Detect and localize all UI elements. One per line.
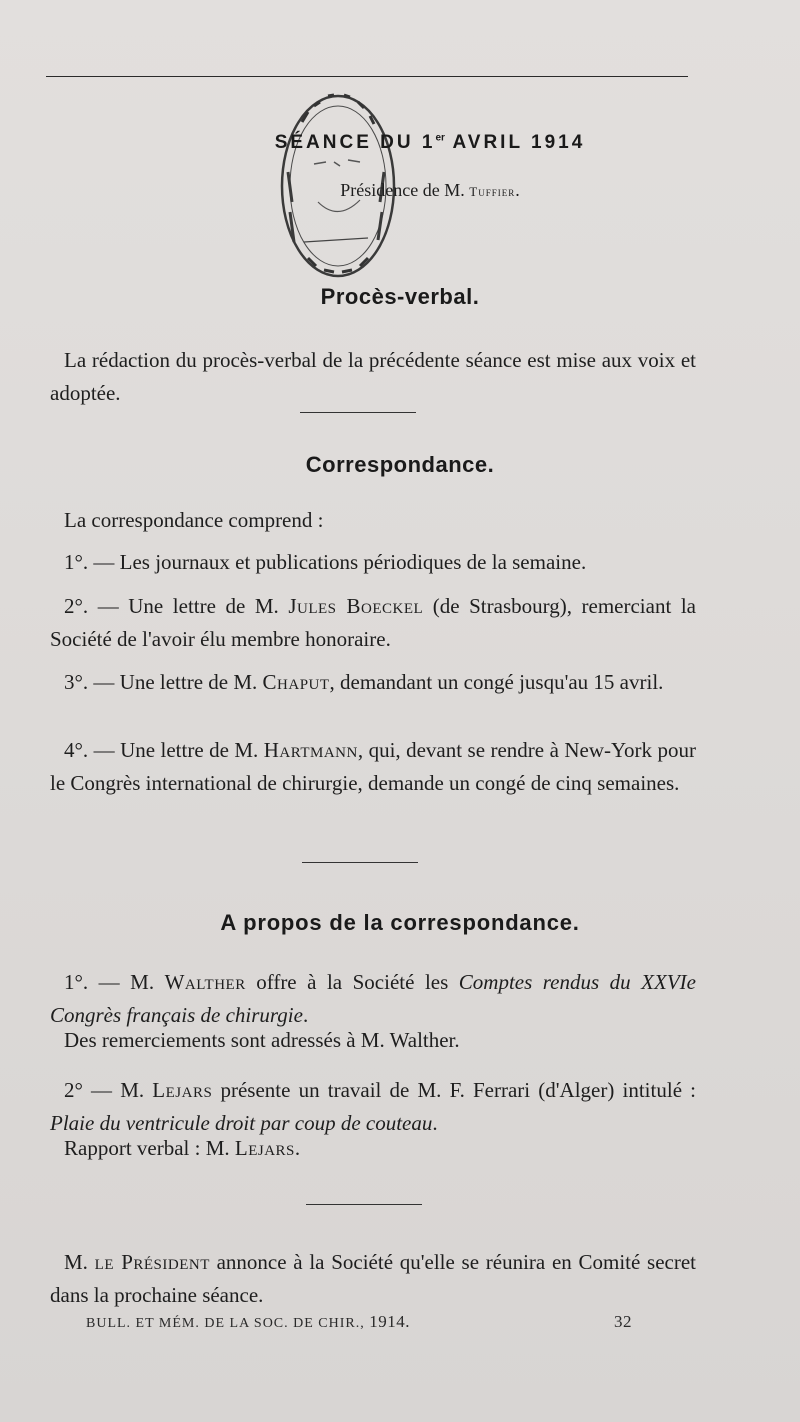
a-propos-heading: A propos de la correspondance. <box>220 910 580 935</box>
item-text: offre à la Société les <box>245 970 459 994</box>
item-text: présente un travail de M. F. Ferrari (d'Alger) intitulé : <box>212 1078 697 1102</box>
a-propos-thanks: Des remerciements sont adressés à M. Walther. <box>64 1028 460 1052</box>
person-name: Lejars <box>152 1078 213 1102</box>
item-text: , demandant un congé jusqu'au 15 avril. <box>329 670 664 694</box>
rapport-prefix: Rapport verbal : M. <box>64 1136 235 1160</box>
correspondance-item-4 <box>50 734 696 800</box>
page-number: 32 <box>614 1312 632 1331</box>
journal-name: BULL. ET MÉM. DE LA SOC. DE CHIR., <box>86 1316 370 1331</box>
rapport-suffix: . <box>294 1136 301 1160</box>
item-number: 1°. — <box>64 550 120 574</box>
page-footer <box>86 1312 632 1332</box>
section-divider <box>300 412 416 413</box>
session-title-sup: er <box>435 132 445 144</box>
session-title <box>0 132 800 154</box>
rapport-verbal <box>50 1132 696 1165</box>
a-propos-item-1 <box>50 966 696 1032</box>
work-title: Plaie du ventricule droit par coup de couteau <box>50 1111 433 1135</box>
proces-verbal-heading: Procès-verbal. <box>320 284 480 309</box>
proces-verbal-text: La rédaction du procès-verbal de la précédente séance est mise aux voix et adoptée. <box>50 348 696 405</box>
closing-announcement <box>50 1246 696 1312</box>
item-number: 2°. — <box>64 594 129 618</box>
correspondance-heading: Correspondance. <box>305 452 495 477</box>
item-text: . <box>302 1003 309 1027</box>
correspondance-item-2 <box>50 590 696 656</box>
correspondance-intro: La correspondance comprend : <box>64 508 324 532</box>
journal-year: 1914. <box>369 1312 410 1331</box>
correspondance-item-1 <box>50 546 696 579</box>
item-text: . <box>432 1111 438 1135</box>
item-number: 3°. — <box>64 670 120 694</box>
presidence-prefix: Présidence de M. <box>340 180 470 200</box>
correspondance-item-3 <box>50 666 696 699</box>
item-number: 1°. — M. <box>64 970 165 994</box>
closing-text: annonce à la Société qu'elle se réunira en Comité secret dans la prochaine séance. <box>50 1250 697 1307</box>
journal-reference <box>86 1312 410 1332</box>
a-propos-item-2 <box>50 1074 696 1140</box>
person-name: Lejars <box>234 1136 295 1160</box>
president-name: Tuffier <box>469 184 516 199</box>
closing-prefix: M. <box>64 1250 95 1274</box>
section-divider <box>302 862 418 863</box>
session-title-main: SÉANCE DU 1 <box>274 132 436 153</box>
person-name: Hartmann <box>263 738 358 762</box>
item-number: 4°. — <box>64 738 121 762</box>
person-name: Chaput <box>262 670 330 694</box>
top-rule <box>46 76 688 77</box>
item-text: Une lettre de M. <box>128 594 289 618</box>
presidence-line <box>0 180 800 201</box>
presidence-suffix: . <box>515 180 520 200</box>
item-text: Les journaux et publications périodiques de la semaine. <box>119 550 587 574</box>
person-name: Jules Boeckel <box>288 594 424 618</box>
session-title-date: AVRIL 1914 <box>444 132 586 153</box>
person-name: Walther <box>164 970 246 994</box>
item-text: (de Strasbourg), remerciant la Société de l'avoir élu membre honoraire. <box>50 594 696 651</box>
item-text: , qui, devant se rendre à New-York pour le Congrès international de chirurgie, demande un congé de cinq semaines. <box>50 738 696 795</box>
item-text: Une lettre de M. <box>119 670 263 694</box>
item-number: 2° — M. <box>64 1078 153 1102</box>
president-title: le Président <box>94 1250 210 1274</box>
section-divider <box>306 1204 422 1205</box>
publication-title: Comptes rendus du XXVIe Congrès français de chirurgie <box>50 970 696 1027</box>
item-text: Une lettre de M. <box>120 738 264 762</box>
